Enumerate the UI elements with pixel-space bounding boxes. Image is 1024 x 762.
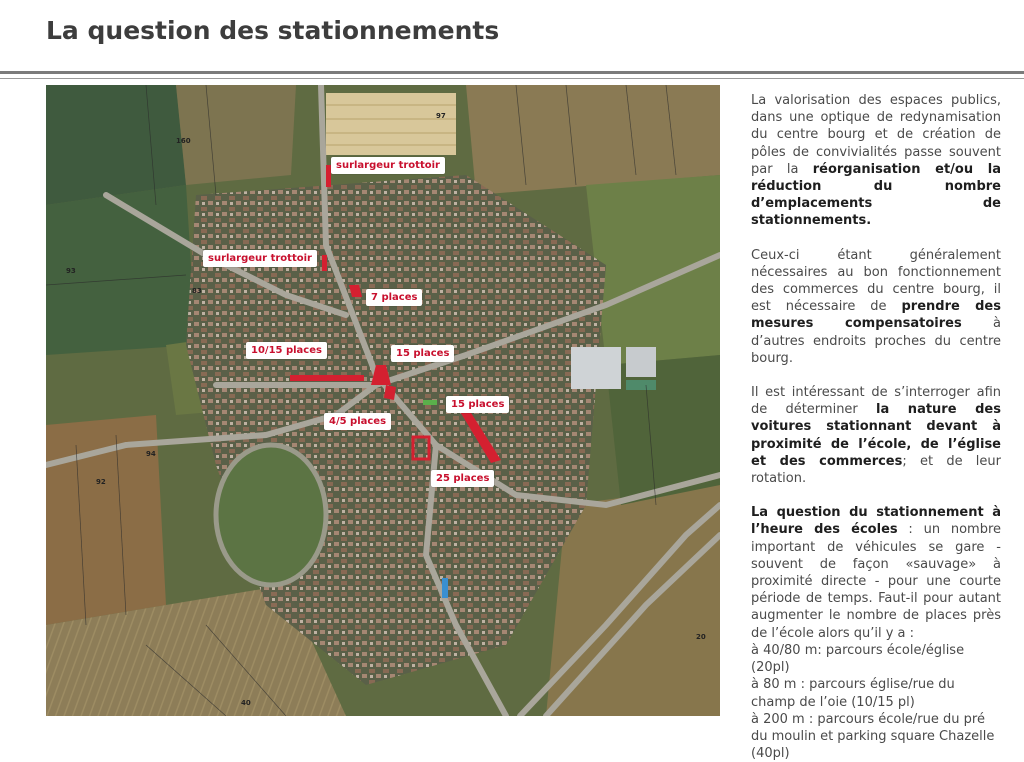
parcel-number: 93 <box>66 267 76 275</box>
page-title: La question des stationnements <box>46 16 500 45</box>
paragraph-1: La valorisation des espaces publics, dans une optique de redynamisation du centre bourg et de création de pôles de convivialités passe souvent par la réorganisation et/ou la réduction du nombre d’emplacements de stationnements. <box>751 93 1001 229</box>
paragraph-2: Ceux-ci étant généralement nécessaires au bon fonctionnement des commerces du centre bourg, il est nécessaire de prendre des mesures compensatoires à d’autres endroits proches du centre bourg. <box>751 247 1001 366</box>
distance-item: à 40/80 m: parcours école/église (20pl) <box>751 642 965 676</box>
aerial-map[interactable] <box>46 85 720 716</box>
distance-list <box>751 642 1001 762</box>
parcel-number: 20 <box>696 633 706 641</box>
distance-item: à 200 m : parcours école/rue du pré du moulin et parking square Chazelle (40pl) <box>751 711 995 762</box>
map-label-4-5-places: 4/5 places <box>324 413 391 430</box>
parcel-number: 40 <box>241 699 251 707</box>
map-label-10-15-places: 10/15 places <box>246 342 327 359</box>
parcel-number: 92 <box>96 478 106 486</box>
paragraph-3: Il est intéressant de s’interroger afin de déterminer la nature des voitures stationnant devant à proximité de l’école, de l’église et des commerces; et de leur rotation. <box>751 385 1001 487</box>
map-label-25-places: 25 places <box>431 470 494 487</box>
parcel-number: 97 <box>436 112 446 120</box>
distance-item: à 80 m : parcours église/rue du champ de l’oie (10/15 pl) <box>751 677 955 710</box>
map-label-surlargeur-west: surlargeur trottoir <box>203 250 317 267</box>
parcel-number: 83 <box>192 287 202 295</box>
parcel-number: 94 <box>146 450 156 458</box>
map-label-7-places: 7 places <box>366 289 422 306</box>
title-rule-thin <box>0 78 1024 79</box>
title-rule <box>0 71 1024 74</box>
map-label-surlargeur-north: surlargeur trottoir <box>331 157 445 174</box>
map-label-15-places-center: 15 places <box>391 345 454 362</box>
map-label-15-places-east: 15 places <box>446 396 509 413</box>
body-text <box>751 92 1001 762</box>
map-image <box>46 85 720 716</box>
parcel-number: 160 <box>176 137 191 145</box>
paragraph-4: La question du stationnement à l’heure des écoles : un nombre important de véhicules se gare - souvent de façon «sauvage» à proximité directe - pour une courte période de temps. Faut-il pour autant augmenter le nombre de places près de l’école alors qu’il y a : <box>751 505 1002 641</box>
